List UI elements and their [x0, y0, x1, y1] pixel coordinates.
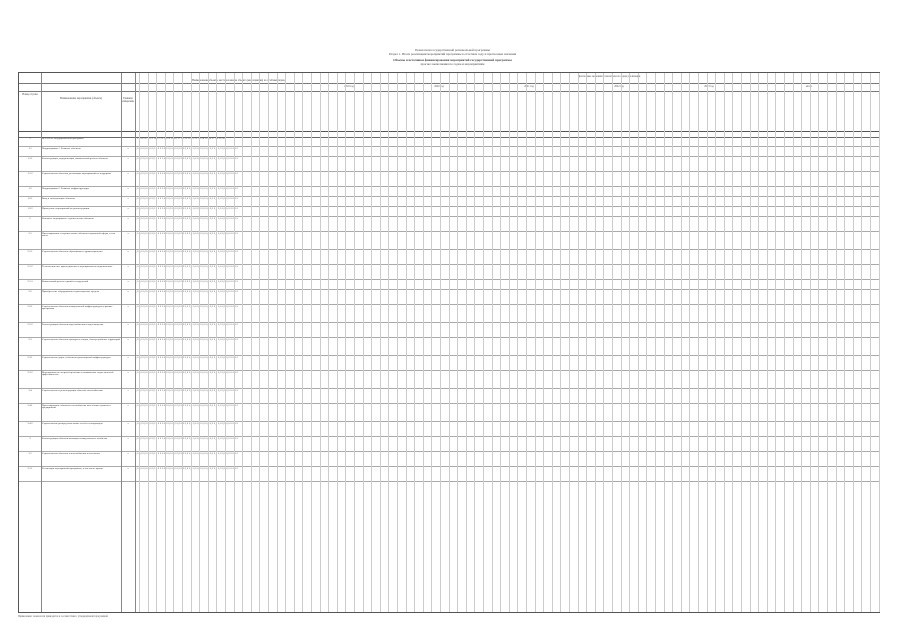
doc-title-line-1: Показатели государственной региональной программы [415, 48, 490, 52]
grid-line [758, 73, 759, 612]
grid-line [853, 73, 854, 612]
grid-line [638, 73, 639, 612]
grid-line [268, 73, 269, 612]
grid-line [492, 73, 493, 612]
row-unit: т [127, 280, 129, 283]
row-unit: т [127, 422, 129, 425]
row-values: 1 2 3 4 5 6 7 8 9 10 11 12 13 14 15 16 17 18 19 20 21 22 23 24 25 26 27 28 29 30 [135, 137, 225, 140]
grid-line [251, 73, 252, 612]
row-code: 2.3.1 [27, 356, 33, 359]
row-values: 0,0 0,0 0,0 0,0 0,0 0 0 0 0 0,0 0,0 0,0 0,0 0,0 0,0 0,0 0,0 0,0 0,0 0,0 0,0 0,0 0,0 0,0 0,0 0 0 0 0 [135, 389, 239, 392]
row-name: Строительство объектов образования и здравоохранения [42, 249, 103, 253]
grid-line [681, 73, 682, 612]
row-name: Технологическое присоединение и мероприятия по подключению [42, 264, 113, 268]
grid-line [406, 73, 407, 612]
row-name: Реконструкция объектов водоснабжения и водоотведения [42, 322, 104, 326]
grid-line [320, 73, 321, 612]
row-code: 2 [29, 217, 31, 220]
header-unit: Единица измерения [122, 97, 134, 103]
header-year-4: 2022 год [614, 85, 624, 88]
row-values: 0,0 0,0 0,0 0,0 0,0 0 0 0 0 0,0 0,0 0,0 0,0 0,0 0,0 0,0 0,0 0,0 0,0 0,0 0,0 0,0 0,0 0,0 0,0 0 0 0 0 [135, 404, 239, 407]
row-values: 0,0 0,0 0,0 0,0 0,0 0 0 0 0 0,0 0,0 0,0 0,0 0,0 0,0 0,0 0,0 0,0 0,0 0,0 0,0 0,0 0,0 0,0 0,0 0 0 0 0 [135, 157, 239, 160]
row-name: Проведение мероприятий по реконструкции [42, 206, 90, 210]
grid-line [655, 73, 656, 612]
doc-footnote: Примечание: показатели приводятся в соответствии с утверждённой программой [18, 615, 108, 618]
grid-line [397, 73, 398, 612]
grid-line [337, 73, 338, 612]
grid-line [449, 73, 450, 612]
grid-line [629, 73, 630, 612]
grid-line [578, 73, 579, 612]
row-values: 0,0 0,0 0,0 0,0 0,0 0 0 0 0 0,0 0,0 0,0 0,0 0,0 0,0 0,0 0,0 0,0 0,0 0,0 0,0 0,0 0,0 0,0 0,0 0 0 0 0 [135, 250, 239, 253]
row-code: 2.1.2 [27, 265, 33, 268]
row-unit: т [127, 147, 129, 150]
grid-line [836, 73, 837, 612]
row-values: 0,0 0,0 0,0 0,0 0,0 0 0 0 0 0,0 0,0 0,0 0,0 0,0 0,0 0,0 0,0 0,0 0,0 0,0 0,0 0,0 0,0 0,0 0,0 0 0 0 0 [135, 265, 239, 268]
row-unit: т [127, 389, 129, 392]
header-year-5: 2023 год [704, 85, 714, 88]
grid-line [664, 73, 665, 612]
row-values: 0,0 0,0 0,0 0,0 0,0 0 0 0 0 0,0 0,0 0,0 0,0 0,0 0,0 0,0 0,0 0,0 0,0 0,0 0,0 0,0 0,0 0,0 0,0 0 0 0 0 [135, 232, 239, 235]
grid-line [526, 73, 527, 612]
row-code: 1 [29, 137, 31, 140]
row-code: 1.1 [28, 147, 32, 150]
row-values: 0,0 0,0 0,0 0,0 0,0 0 0 0 0 0,0 0,0 0,0 0,0 0,0 0,0 0,0 0,0 0,0 0,0 0,0 0,0 0,0 0,0 0,0 0,0 0 0 0 0 [135, 172, 239, 175]
row-name: Проектирование и строительство объектов социальной сферы, в том числе [42, 231, 116, 238]
grid-line [242, 73, 243, 612]
row-name: Проектирование объектов газоснабжения населённых пунктов и предприятий [42, 403, 111, 410]
grid-line [414, 73, 415, 612]
grid-line [259, 73, 260, 612]
grid-line [474, 73, 475, 612]
row-code: 3.1.1 [27, 467, 33, 470]
grid-line [810, 73, 811, 612]
grid-line [543, 73, 544, 612]
row-name: Строительство объектов коммунальной инфраструктуры в рамках программы [42, 304, 113, 311]
row-unit: т [127, 250, 129, 253]
row-unit: т [127, 265, 129, 268]
grid-line [715, 73, 716, 612]
row-code: 1.1.1 [27, 157, 33, 160]
row-name: Реконструкция, модернизация, капитальный ремонт объектов [42, 156, 108, 160]
row-code: 1.2.1 [27, 197, 33, 200]
grid-line [552, 73, 553, 612]
row-unit: т [127, 305, 129, 308]
row-name: Строительство объектов, реализация мероприятий по поддержке [42, 171, 112, 175]
row-name: Реконструкция объектов жилищно-коммунального хозяйства [42, 436, 107, 440]
row-unit: т [127, 467, 129, 470]
row-values: 0,0 0,0 0,0 0,0 0,0 0 0 0 0 0,0 0,0 0,0 0,0 0,0 0,0 0,0 0,0 0,0 0,0 0,0 0,0 0,0 0,0 0,0 0,0 0 0 0 0 [135, 371, 239, 374]
grid-line [388, 73, 389, 612]
row-name: Строительство и реконструкция объектов газоснабжения [42, 388, 103, 392]
row-values: 0,0 0,0 0,0 0,0 0,0 0 0 0 0 0,0 0,0 0,0 0,0 0,0 0,0 0,0 0,0 0,0 0,0 0,0 0,0 0,0 0,0 0,0 0,0 0 0 0 0 [135, 147, 239, 150]
grid-line [380, 73, 381, 612]
grid-line [294, 73, 295, 612]
grid-line [698, 73, 699, 612]
row-unit: т [127, 452, 129, 455]
grid-line [784, 73, 785, 612]
grid-line [311, 73, 312, 612]
grid-line [208, 73, 209, 612]
grid-line [741, 73, 742, 612]
grid-line [603, 73, 604, 612]
grid-line [466, 73, 467, 612]
grid-line [216, 73, 217, 612]
row-unit: т [127, 290, 129, 293]
row-code: 2.4 [28, 389, 32, 392]
row-values: 0,0 0,0 0,0 0,0 0,0 0 0 0 0 0,0 0,0 0,0 0,0 0,0 0,0 0,0 0,0 0,0 0,0 0,0 0,0 0,0 0,0 0,0 0,0 0 0 0 0 [135, 280, 239, 283]
grid-line [793, 73, 794, 612]
grid-line [277, 73, 278, 612]
row-unit: т [127, 437, 129, 440]
row-name: Капитальный ремонт зданий и сооружений [42, 279, 89, 283]
row-code: 2.1 [28, 232, 32, 235]
row-unit: т [127, 157, 129, 160]
row-unit: т [127, 197, 129, 200]
grid-line [827, 73, 828, 612]
grid-line [612, 73, 613, 612]
grid-line [732, 73, 733, 612]
grid-line [767, 73, 768, 612]
grid-line [173, 73, 174, 612]
grid-line [724, 73, 725, 612]
column-separator [135, 73, 136, 612]
column-separator [121, 73, 122, 612]
header-code: Номер строки [22, 93, 38, 96]
row-unit: т [127, 323, 129, 326]
header-year-3: 2021 год [524, 85, 534, 88]
row-name: Подпрограмма 2. Развитие инфраструктуры [42, 186, 89, 190]
grid-line [569, 73, 570, 612]
grid-line [483, 73, 484, 612]
grid-line [879, 73, 880, 612]
row-values: 0,0 0,0 0,0 0,0 0,0 0 0 0 0 0,0 0,0 0,0 0,0 0,0 0,0 0,0 0,0 0,0 0,0 0,0 0,0 0,0 0,0 0,0 0,0 0 0 0 0 [135, 207, 239, 210]
header-group-main: Наименование объекта, местоположение объекта (мероприятия) на отчётный период [192, 79, 286, 82]
grid-line [328, 73, 329, 612]
grid-line [423, 73, 424, 612]
grid-line [500, 73, 501, 612]
row-values: 0,0 0,0 0,0 0,0 0,0 0 0 0 0 0,0 0,0 0,0 0,0 0,0 0,0 0,0 0,0 0,0 0,0 0,0 0,0 0,0 0,0 0,0 0,0 0 0 0 0 [135, 356, 239, 359]
row-name: Ввод в эксплуатацию объектов [42, 196, 75, 200]
row-code: 1.2.2 [27, 207, 33, 210]
row-code: 2.1.1 [27, 250, 33, 253]
grid-line [646, 73, 647, 612]
row-code: 1.1.2 [27, 172, 33, 175]
grid-line [156, 73, 157, 612]
grid-line [775, 73, 776, 612]
grid-line [302, 73, 303, 612]
grid-line [509, 73, 510, 612]
row-code: 1.2 [28, 187, 32, 190]
grid-line [621, 73, 622, 612]
grid-line [165, 73, 166, 612]
doc-title-line-3: Объемы и источники финансирования мероприятий государственной программы [393, 58, 512, 62]
row-values: 0,0 0,0 0,0 0,0 0,0 0 0 0 0 0,0 0,0 0,0 0,0 0,0 0,0 0,0 0,0 0,0 0,0 0,0 0,0 0,0 0,0 0,0 0,0 0 0 0 0 [135, 217, 239, 220]
grid-line [818, 73, 819, 612]
grid-line [689, 73, 690, 612]
row-values: 0,0 0,0 0,0 0,0 0,0 0 0 0 0 0,0 0,0 0,0 0,0 0,0 0,0 0,0 0,0 0,0 0,0 0,0 0,0 0,0 0,0 0,0 0,0 0 0 0 0 [135, 437, 239, 440]
row-values: 0,0 0,0 0,0 0,0 0,0 0 0 0 0 0,0 0,0 0,0 0,0 0,0 0,0 0,0 0,0 0,0 0,0 0,0 0,0 0,0 0,0 0,0 0,0 0 0 0 0 [135, 305, 239, 308]
row-values: 0,0 0,0 0,0 0,0 0,0 0 0 0 0 0,0 0,0 0,0 0,0 0,0 0,0 0,0 0,0 0,0 0,0 0,0 0,0 0,0 0,0 0,0 0,0 0 0 0 0 [135, 452, 239, 455]
doc-title-line-4: прогноз выполнения по годам и мероприятиям [420, 62, 485, 66]
grid-line [707, 73, 708, 612]
row-unit: т [127, 217, 129, 220]
grid-line [457, 73, 458, 612]
row-code: 2.4.2 [27, 422, 33, 425]
doc-title-line-2: Раздел 1. Итоги реализации мероприятий программы в отчетном году и прогнозные значения [388, 52, 517, 56]
row-code: 3 [29, 437, 31, 440]
row-unit: т [127, 187, 129, 190]
grid-line [560, 73, 561, 612]
row-unit: т [127, 356, 129, 359]
row-unit: т [127, 338, 129, 341]
row-values: 0,0 0,0 0,0 0,0 0,0 0 0 0 0 0,0 0,0 0,0 0,0 0,0 0,0 0,0 0,0 0,0 0,0 0,0 0,0 0,0 0,0 0,0 0,0 0 0 0 0 [135, 187, 239, 190]
grid-line [440, 73, 441, 612]
row-code: 2.3 [28, 338, 32, 341]
grid-line [801, 73, 802, 612]
row-name: Строительство распределительных сетей и газопроводов [42, 421, 103, 425]
grid-line [517, 73, 518, 612]
header-year-2: 2020 год [434, 85, 444, 88]
grid-line [870, 73, 871, 612]
row-name: Строительство объектов теплоснабжения и котельных [42, 451, 100, 455]
grid-line [345, 73, 346, 612]
grid-line [595, 73, 596, 612]
row-code: 2.1.3 [27, 280, 33, 283]
grid-line [363, 73, 364, 612]
grid-line [672, 73, 673, 612]
grid-line [148, 73, 149, 612]
row-code: 2.2.2 [27, 323, 33, 326]
grid-line [861, 73, 862, 612]
row-name: Строительство дорог и объектов транспортной инфраструктуры [42, 355, 111, 359]
grid-line [225, 73, 226, 612]
row-name: Приобретение оборудования и транспортных средств [42, 289, 99, 293]
row-values: 0,0 0,0 0,0 0,0 0,0 0 0 0 0 0,0 0,0 0,0 0,0 0,0 0,0 0,0 0,0 0,0 0,0 0,0 0,0 0,0 0,0 0,0 0,0 0 0 0 0 [135, 467, 239, 470]
header-year-total: итого [805, 85, 813, 88]
row-name: Реализация мероприятий программы, в том числе прочие [42, 466, 104, 470]
grid-line [354, 73, 355, 612]
row-name: Основное мероприятие: строительство объектов [42, 216, 94, 220]
data-table [18, 72, 880, 613]
column-separator [41, 73, 42, 612]
row-values: 0,0 0,0 0,0 0,0 0,0 0 0 0 0 0,0 0,0 0,0 0,0 0,0 0,0 0,0 0,0 0,0 0,0 0,0 0,0 0,0 0,0 0,0 0,0 0 0 0 0 [135, 197, 239, 200]
row-values: 0,0 0,0 0,0 0,0 0,0 0 0 0 0 0,0 0,0 0,0 0,0 0,0 0,0 0,0 0,0 0,0 0,0 0,0 0,0 0,0 0,0 0,0 0,0 0 0 0 0 [135, 338, 239, 341]
row-code: 2.3.2 [27, 371, 33, 374]
grid-line [431, 73, 432, 612]
grid-line [371, 73, 372, 612]
row-unit: т [127, 172, 129, 175]
row-code: 2.2 [28, 290, 32, 293]
grid-line [535, 73, 536, 612]
grid-line [586, 73, 587, 612]
row-code: 3.1 [28, 452, 32, 455]
grid-line [182, 73, 183, 612]
grid-line [139, 73, 140, 612]
grid-line [844, 73, 845, 612]
grid-line [750, 73, 751, 612]
grid-line [191, 73, 192, 612]
row-unit: т [127, 207, 129, 210]
row-name: ВСЕГО по государственной программе [42, 136, 84, 140]
row-unit [121, 137, 135, 138]
row-name: Подпрограмма 1. Развитие объектов [42, 146, 81, 150]
row-unit: т [127, 371, 129, 374]
header-year-1: 2019 год [344, 85, 354, 88]
row-values: 0,0 0,0 0,0 0,0 0,0 0 0 0 0 0,0 0,0 0,0 0,0 0,0 0,0 0,0 0,0 0,0 0,0 0,0 0,0 0,0 0,0 0,0 0,0 0 0 0 0 [135, 323, 239, 326]
header-group-years: Прогнозные значения и показатели по годам реализации [577, 75, 641, 78]
row-code: 2.4.1 [27, 404, 33, 407]
row-values: 0,0 0,0 0,0 0,0 0,0 0 0 0 0 0,0 0,0 0,0 0,0 0,0 0,0 0,0 0,0 0,0 0,0 0,0 0,0 0,0 0,0 0,0 0,0 0 0 0 0 [135, 422, 239, 425]
row-values: 0,0 0,0 0,0 0,0 0,0 0 0 0 0 0,0 0,0 0,0 0,0 0,0 0,0 0,0 0,0 0,0 0,0 0,0 0,0 0,0 0,0 0,0 0,0 0 0 0 0 [135, 290, 239, 293]
row-name: Строительство объектов культуры и спорта, благоустройство территорий [42, 337, 120, 341]
header-name: Наименование мероприятия (объекта) [59, 97, 103, 100]
grid-line [234, 73, 235, 612]
row-code: 2.2.1 [27, 305, 33, 308]
row-name: Мероприятия по энергосбережению и повышению энергетической эффективности [42, 370, 114, 377]
grid-line [199, 73, 200, 612]
row-unit: т [127, 232, 129, 235]
grid-line [285, 73, 286, 612]
row-unit: т [127, 404, 129, 407]
